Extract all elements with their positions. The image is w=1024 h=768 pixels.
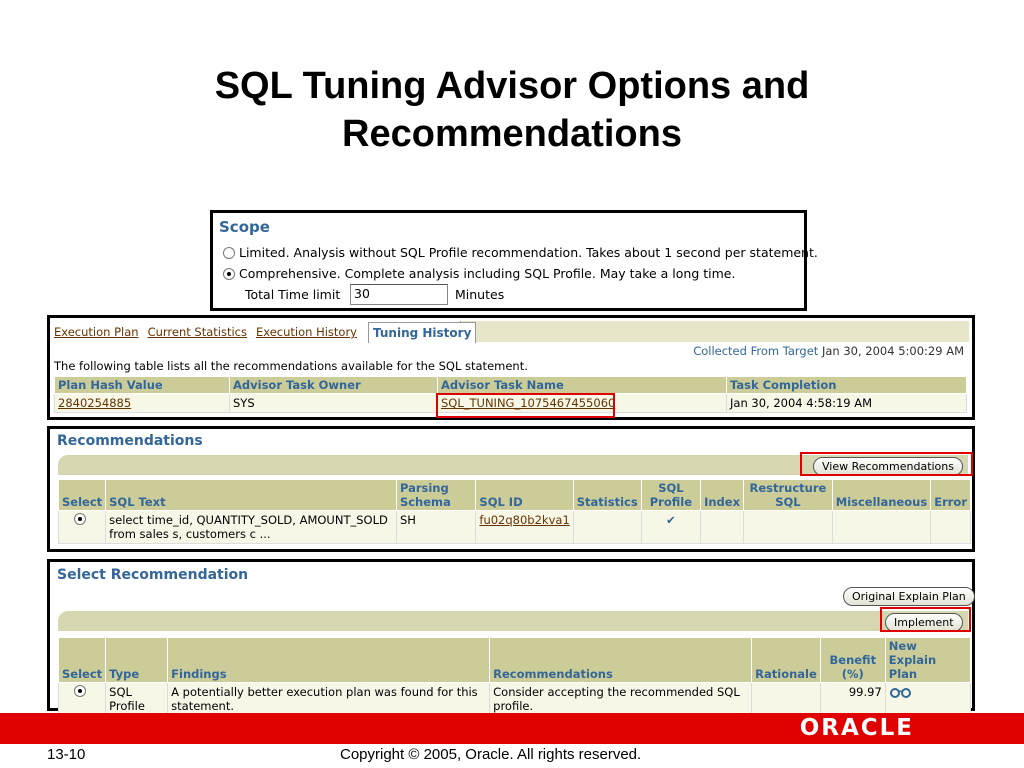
scope-panel [210,210,818,311]
statistics-cell [573,511,641,544]
plan-hash-cell[interactable] [55,394,230,413]
col-completion: Task Completion [727,377,967,394]
slide-number: 13-10 [47,746,86,763]
copyright-text: Copyright © 2005, Oracle. All rights reserved. [340,746,642,763]
tuning-history-table [54,376,967,413]
col-misc: Miscellaneous [832,480,930,511]
checkmark-icon: ✔ [666,513,676,527]
table-header-row [59,638,971,683]
findings-cell: A potentially better execution plan was found for this statement. [168,683,490,716]
restructure-cell [744,511,833,544]
col-recommendations: Recommendations [490,638,752,683]
implement-button[interactable]: Implement [885,613,963,632]
col-new-plan: New Explain Plan [885,638,970,683]
plan-hash-link[interactable]: 2840254885 [58,396,132,410]
benefit-cell: 99.97 [820,683,885,716]
tab-tuning-history[interactable]: Tuning History [368,322,476,343]
col-restructure: Restructure SQL [744,480,833,511]
time-limit-unit: Minutes [455,287,505,302]
scope-option-comprehensive[interactable] [223,266,735,281]
collected-from-target [693,344,964,358]
sql-text-cell: select time_id, QUANTITY_SOLD, AMOUNT_SOLD from sales s, customers c ... [106,511,397,544]
table-header-row [55,377,967,394]
collected-label: Collected From Target [693,344,819,358]
recommendations-title: Recommendations [57,433,203,449]
index-cell [701,511,744,544]
col-select: Select [59,480,106,511]
col-sql-id: SQL ID [476,480,573,511]
col-parsing-schema: Parsing Schema [396,480,475,511]
select-recommendation-panel [47,559,975,711]
radio-comprehensive[interactable] [223,268,235,280]
col-rationale: Rationale [752,638,821,683]
tab-current-statistics[interactable]: Current Statistics [147,325,247,339]
select-recommendation-table [58,637,971,716]
type-cell: SQL Profile [106,683,168,716]
tab-strip-background [460,321,969,342]
select-cell[interactable] [59,683,106,716]
rationale-cell [752,683,821,716]
col-owner: Advisor Task Owner [230,377,438,394]
table-row [59,511,971,544]
select-action-bar [58,611,968,631]
original-explain-plan-button[interactable]: Original Explain Plan [843,587,975,606]
col-index: Index [701,480,744,511]
recommendation-cell: Consider accepting the recommended SQL profile. [490,683,752,716]
misc-cell [832,511,930,544]
col-findings: Findings [168,638,490,683]
slide-title [0,62,1024,158]
tab-execution-plan[interactable]: Execution Plan [54,325,139,339]
radio-limited[interactable] [223,247,235,259]
recommendations-panel [47,426,975,552]
owner-cell: SYS [230,394,438,413]
col-sql-profile: SQL Profile [641,480,700,511]
col-sql-text: SQL Text [106,480,397,511]
table-row [55,394,967,413]
select-recommendation-title: Select Recommendation [57,567,249,583]
glasses-icon[interactable] [889,685,913,699]
scope-option-limited[interactable] [223,245,818,260]
tab-execution-history[interactable]: Execution History [255,325,357,339]
select-cell[interactable] [59,511,106,544]
tab-bar [54,321,476,343]
oracle-logo: ORACLE [799,715,914,741]
sql-id-cell[interactable] [476,511,573,544]
sql-profile-cell [641,511,700,544]
history-description: The following table lists all the recommendations available for the SQL statement. [54,359,528,373]
time-limit-input[interactable]: 30 [350,284,448,305]
new-plan-cell[interactable] [885,683,970,716]
time-limit-label: Total Time limit [245,287,341,302]
col-type: Type [106,638,168,683]
collected-value: Jan 30, 2004 5:00:29 AM [821,344,964,358]
sql-id-link[interactable]: fu02q80b2kva1 [479,513,570,527]
completion-cell: Jan 30, 2004 4:58:19 AM [727,394,967,413]
table-row [59,683,971,716]
select-radio[interactable] [74,513,86,525]
scope-title: Scope [219,218,270,236]
scope-option-limited-label: Limited. Analysis without SQL Profile recommendation. Takes about 1 second per statement. [239,245,818,260]
col-statistics: Statistics [573,480,641,511]
view-recommendations-button[interactable]: View Recommendations [813,457,963,476]
scope-option-comprehensive-label: Comprehensive. Complete analysis including SQL Profile. May take a long time. [239,266,736,281]
select-radio[interactable] [74,685,86,697]
task-name-cell[interactable] [438,394,727,413]
col-error: Error [931,480,971,511]
col-select: Select [59,638,106,683]
slide-title-line2: Recommendations [342,113,682,155]
table-header-row [59,480,971,511]
col-task-name: Advisor Task Name [438,377,727,394]
tuning-history-panel [47,315,975,420]
slide-title-line1: SQL Tuning Advisor Options and [214,65,810,107]
col-plan-hash: Plan Hash Value [55,377,230,394]
task-name-link[interactable]: SQL_TUNING_1075467455060 [441,396,616,410]
col-benefit: Benefit (%) [820,638,885,683]
error-cell [931,511,971,544]
recommendations-table [58,479,971,544]
schema-cell: SH [396,511,475,544]
